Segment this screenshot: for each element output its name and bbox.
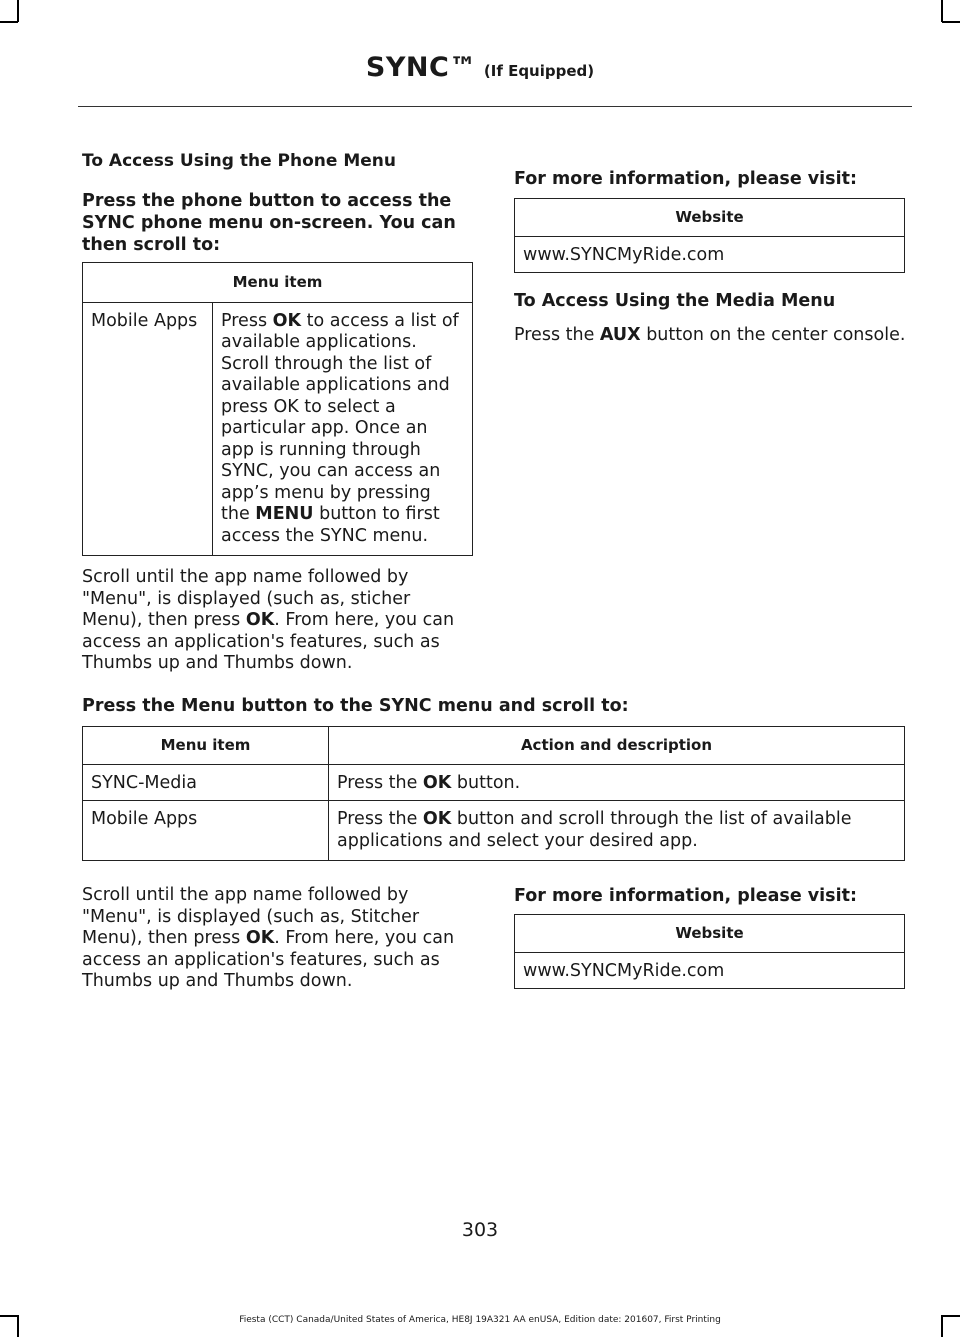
header-subtitle: (If Equipped)	[483, 62, 595, 80]
table-header-menu-item: Menu item	[83, 727, 329, 765]
table-header-action: Action and description	[329, 727, 905, 765]
more-info-heading: For more information, please visit:	[514, 169, 857, 189]
page-header	[0, 52, 960, 83]
crop-mark	[942, 21, 960, 23]
description-cell: Press the OK button and scroll through the list of available applications and select your desired app.	[329, 801, 905, 861]
website-cell: www.SYNCMyRide.com	[515, 952, 905, 989]
table-row	[83, 302, 473, 556]
crop-mark	[941, 0, 943, 22]
table-row	[83, 764, 905, 801]
sync-menu-table	[82, 726, 905, 861]
menu-item-cell: SYNC-Media	[83, 764, 329, 801]
description-cell: Press OK to access a list of available applications. Scroll through the list of available applications and press OK to select a particular app. Once an app is running through SYNC, you can access an app’s menu by pressing the MENU button to first access the SYNC menu.	[213, 302, 473, 556]
sync-menu-section	[82, 695, 906, 717]
table-row	[83, 801, 905, 861]
table-header-website: Website	[515, 199, 905, 237]
lower-right-column	[514, 885, 906, 907]
more-info-heading: For more information, please visit:	[514, 886, 857, 906]
website-table	[514, 914, 905, 989]
header-title: SYNC™	[365, 52, 477, 83]
website-cell: www.SYNCMyRide.com	[515, 236, 905, 273]
media-menu-heading: To Access Using the Media Menu	[514, 291, 836, 311]
phone-menu-note: Scroll until the app name followed by "Menu", is displayed (such as, sticher Menu), then press OK. From here, you can access an application's features, such as Thumbs up and Thumbs down.	[82, 567, 455, 673]
crop-mark	[0, 21, 18, 23]
right-column	[514, 168, 906, 190]
media-menu-text: Press the AUX button on the center console.	[514, 325, 906, 345]
menu-item-cell: Mobile Apps	[83, 302, 213, 556]
website-table	[514, 198, 905, 273]
footer-edition-line: Fiesta (CCT) Canada/United States of America, HE8J 19A321 AA enUSA, Edition date: 201607, First Printing	[239, 1315, 721, 1325]
media-section	[514, 290, 906, 347]
page-number: 303	[461, 1219, 499, 1241]
description-cell: Press the OK button.	[329, 764, 905, 801]
menu-item-cell: Mobile Apps	[83, 801, 329, 861]
table-row	[515, 236, 905, 273]
table-row	[515, 952, 905, 989]
stitcher-note: Scroll until the app name followed by "Menu", is displayed (such as, Stitcher Menu), then press OK. From here, you can access an application's features, such as Thumbs up and Thumbs down.	[82, 885, 455, 991]
table-header-website: Website	[515, 915, 905, 953]
table-header-menu-item: Menu item	[83, 263, 473, 303]
phone-menu-intro: Press the phone button to access the SYNC phone menu on-screen. You can then scroll to:	[82, 191, 456, 255]
phone-menu-heading: To Access Using the Phone Menu	[82, 151, 396, 171]
sync-menu-heading: Press the Menu button to the SYNC menu and scroll to:	[82, 696, 629, 716]
header-rule	[78, 106, 912, 107]
phone-menu-table	[82, 262, 473, 556]
crop-mark	[17, 0, 19, 22]
left-column	[82, 150, 474, 256]
